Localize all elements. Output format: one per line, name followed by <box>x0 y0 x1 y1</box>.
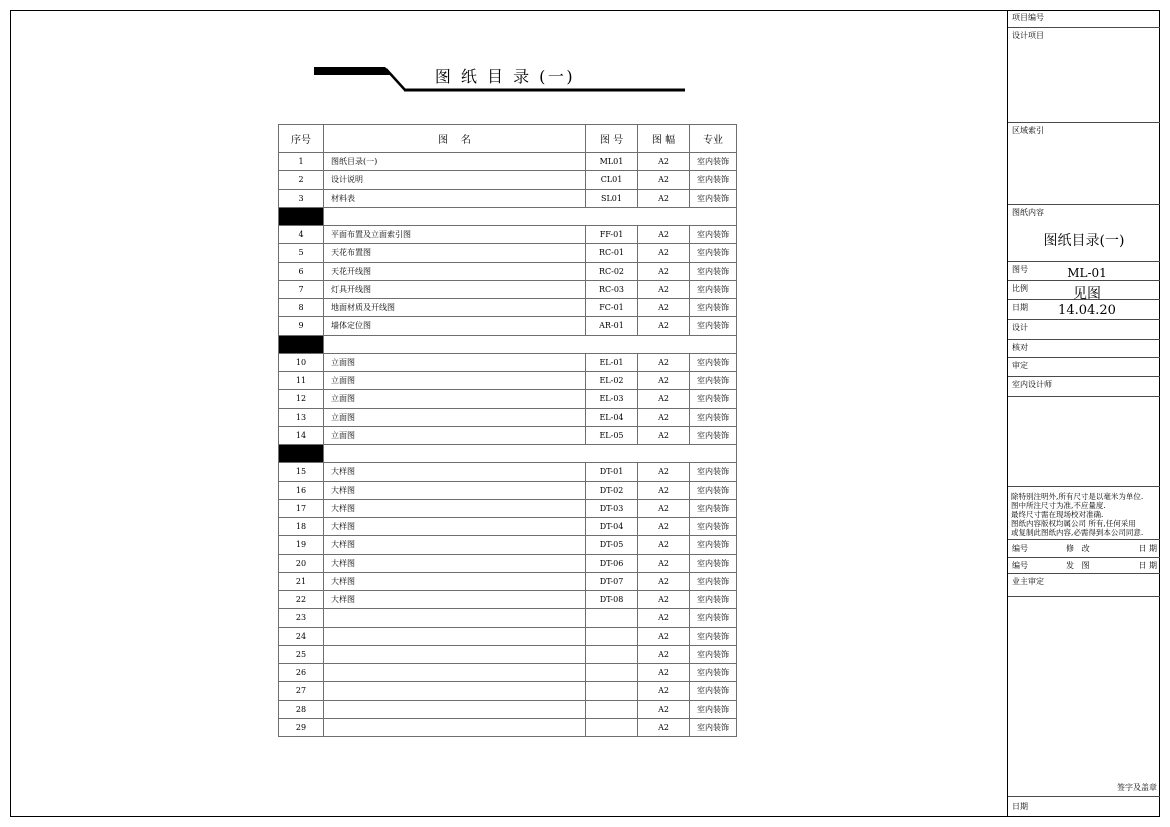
row-number: 28 <box>279 700 324 718</box>
drawing-index-table <box>278 124 737 737</box>
group-separator-row <box>279 445 737 463</box>
table-row <box>279 463 737 481</box>
discipline: 室内装饰 <box>690 554 737 572</box>
drawing-no-value: ML-01 <box>1067 266 1107 280</box>
sheet-size: A2 <box>638 390 690 408</box>
row-number: 6 <box>279 262 324 280</box>
designer-signature-area <box>1008 397 1160 487</box>
table-row <box>279 390 737 408</box>
drawing-name: 大样图 <box>324 481 586 499</box>
discipline: 室内装饰 <box>690 153 737 171</box>
discipline: 室内装饰 <box>690 682 737 700</box>
row-number: 22 <box>279 591 324 609</box>
table-row <box>279 280 737 298</box>
owner-approval-row <box>1008 574 1160 597</box>
design-label: 设计 <box>1012 323 1028 332</box>
heading-bar <box>314 67 393 75</box>
design-row <box>1008 320 1160 340</box>
discipline: 室内装饰 <box>690 499 737 517</box>
heading-diagonal <box>386 69 405 90</box>
discipline: 室内装饰 <box>690 591 737 609</box>
sheet-size: A2 <box>638 153 690 171</box>
sheet-size: A2 <box>638 317 690 335</box>
row-number: 16 <box>279 481 324 499</box>
discipline: 室内装饰 <box>690 664 737 682</box>
row-number: 4 <box>279 226 324 244</box>
table-row <box>279 536 737 554</box>
sheet-size: A2 <box>638 664 690 682</box>
sheet-size: A2 <box>638 189 690 207</box>
drawing-code: EL-01 <box>586 353 638 371</box>
drawing-name: 天花布置图 <box>324 244 586 262</box>
check-label: 核对 <box>1012 343 1028 352</box>
scale-value: 见图 <box>1073 286 1101 302</box>
table-row <box>279 244 737 262</box>
drawing-name: 材料表 <box>324 189 586 207</box>
drawing-code: DT-06 <box>586 554 638 572</box>
row-number: 5 <box>279 244 324 262</box>
bottom-date-label: 日期 <box>1012 802 1028 811</box>
sheet-size: A2 <box>638 226 690 244</box>
sheet-size: A2 <box>638 518 690 536</box>
drawing-code: EL-05 <box>586 426 638 444</box>
table-row <box>279 664 737 682</box>
row-number: 20 <box>279 554 324 572</box>
drawing-name: 图纸目录(一) <box>324 153 586 171</box>
table-row <box>279 718 737 736</box>
drawing-code: DT-02 <box>586 481 638 499</box>
drawing-code: DT-08 <box>586 591 638 609</box>
header-discipline: 专业 <box>690 125 737 153</box>
drawing-name <box>324 609 586 627</box>
row-number: 18 <box>279 518 324 536</box>
content-label: 图纸内容 <box>1012 208 1044 217</box>
row-number: 26 <box>279 664 324 682</box>
sheet-size: A2 <box>638 536 690 554</box>
drawing-name <box>324 627 586 645</box>
drawing-code: ML01 <box>586 153 638 171</box>
separator-block <box>279 335 324 353</box>
table-row <box>279 682 737 700</box>
row-number: 10 <box>279 353 324 371</box>
table-header <box>279 125 737 153</box>
drawing-name: 立面图 <box>324 408 586 426</box>
group-separator-row <box>279 207 737 225</box>
row-number: 24 <box>279 627 324 645</box>
drawing-code: EL-04 <box>586 408 638 426</box>
designer-label: 室内设计师 <box>1012 380 1052 389</box>
drawing-code <box>586 682 638 700</box>
drawing-name <box>324 682 586 700</box>
drawing-name: 立面图 <box>324 426 586 444</box>
discipline: 室内装饰 <box>690 718 737 736</box>
header-no: 序号 <box>279 125 324 153</box>
drawing-name: 立面图 <box>324 353 586 371</box>
drawing-code: DT-03 <box>586 499 638 517</box>
sheet-size: A2 <box>638 718 690 736</box>
table-row <box>279 408 737 426</box>
table-row <box>279 189 737 207</box>
drawing-no-row <box>1008 262 1160 281</box>
check-row <box>1008 340 1160 358</box>
drawing-code: EL-03 <box>586 390 638 408</box>
revision-no-label: 编号 <box>1012 544 1028 553</box>
date-label: 日期 <box>1012 303 1028 312</box>
drawing-name <box>324 645 586 663</box>
separator-blank <box>324 207 737 225</box>
discipline: 室内装饰 <box>690 244 737 262</box>
issue-row <box>1008 558 1160 574</box>
bottom-date-row <box>1008 797 1160 816</box>
table-row <box>279 171 737 189</box>
approve-row <box>1008 358 1160 377</box>
drawing-name: 大样图 <box>324 536 586 554</box>
row-number: 8 <box>279 299 324 317</box>
drawing-name: 大样图 <box>324 554 586 572</box>
table-body <box>279 153 737 737</box>
sheet-size: A2 <box>638 572 690 590</box>
drawing-code: CL01 <box>586 171 638 189</box>
table-row <box>279 317 737 335</box>
table-row <box>279 262 737 280</box>
sheet-size: A2 <box>638 554 690 572</box>
table-row <box>279 518 737 536</box>
row-number: 3 <box>279 189 324 207</box>
header-name: 图 名 <box>324 125 586 153</box>
note-line: 最终尺寸需在现场校对准确. <box>1011 510 1104 519</box>
drawing-code: RC-03 <box>586 280 638 298</box>
discipline: 室内装饰 <box>690 189 737 207</box>
revision-desc-label: 修 改 <box>1066 544 1090 553</box>
sheet-size: A2 <box>638 280 690 298</box>
row-number: 14 <box>279 426 324 444</box>
header-size: 图 幅 <box>638 125 690 153</box>
separator-blank <box>324 335 737 353</box>
revision-date-label: 日 期 <box>1138 544 1157 553</box>
sheet-size: A2 <box>638 244 690 262</box>
area-index-row <box>1008 123 1160 205</box>
drawing-name: 地面材质及开线图 <box>324 299 586 317</box>
sheet-size: A2 <box>638 481 690 499</box>
discipline: 室内装饰 <box>690 609 737 627</box>
drawing-name: 大样图 <box>324 499 586 517</box>
sheet-size: A2 <box>638 645 690 663</box>
issue-desc-label: 发 图 <box>1066 561 1090 570</box>
drawing-code: DT-05 <box>586 536 638 554</box>
discipline: 室内装饰 <box>690 463 737 481</box>
drawing-name: 大样图 <box>324 518 586 536</box>
drawing-code: AR-01 <box>586 317 638 335</box>
note-line: 或复制此图纸内容,必需得到本公司同意. <box>1011 528 1144 537</box>
date-value: 14.04.20 <box>1058 303 1116 318</box>
note-line: 图中所注尺寸为准,不应量度. <box>1011 501 1106 510</box>
issue-no-label: 编号 <box>1012 561 1028 570</box>
drawing-code: DT-07 <box>586 572 638 590</box>
row-number: 21 <box>279 572 324 590</box>
separator-block <box>279 445 324 463</box>
sheet-size: A2 <box>638 262 690 280</box>
drawing-code: RC-02 <box>586 262 638 280</box>
table-row <box>279 426 737 444</box>
table-row <box>279 572 737 590</box>
signature-label: 签字及盖章 <box>1117 783 1157 792</box>
content-value: 图纸目录(一) <box>1043 233 1125 249</box>
discipline: 室内装饰 <box>690 408 737 426</box>
header-code: 图 号 <box>586 125 638 153</box>
group-separator-row <box>279 335 737 353</box>
header-row <box>279 125 737 153</box>
drawing-code: FF-01 <box>586 226 638 244</box>
drawing-name: 墙体定位图 <box>324 317 586 335</box>
separator-blank <box>324 445 737 463</box>
note-line: 图纸内容版权均属公司 所有,任何采用 <box>1011 519 1136 528</box>
design-project-label: 设计项目 <box>1012 31 1044 40</box>
approve-label: 审定 <box>1012 361 1028 370</box>
owner-approval-label: 业主审定 <box>1012 577 1044 586</box>
table-row <box>279 645 737 663</box>
row-number: 23 <box>279 609 324 627</box>
drawing-code <box>586 700 638 718</box>
drawing-name: 大样图 <box>324 463 586 481</box>
designer-row <box>1008 377 1160 397</box>
drawing-name <box>324 700 586 718</box>
table-row <box>279 372 737 390</box>
row-number: 1 <box>279 153 324 171</box>
revision-row <box>1008 540 1160 558</box>
table-row <box>279 609 737 627</box>
drawing-name: 设计说明 <box>324 171 586 189</box>
row-number: 29 <box>279 718 324 736</box>
discipline: 室内装饰 <box>690 353 737 371</box>
row-number: 12 <box>279 390 324 408</box>
drawing-name <box>324 718 586 736</box>
sheet-size: A2 <box>638 353 690 371</box>
drawing-code: DT-01 <box>586 463 638 481</box>
sheet-size: A2 <box>638 682 690 700</box>
row-number: 15 <box>279 463 324 481</box>
discipline: 室内装饰 <box>690 645 737 663</box>
drawing-code: SL01 <box>586 189 638 207</box>
row-number: 2 <box>279 171 324 189</box>
row-number: 17 <box>279 499 324 517</box>
discipline: 室内装饰 <box>690 572 737 590</box>
discipline: 室内装饰 <box>690 299 737 317</box>
sheet-size: A2 <box>638 426 690 444</box>
discipline: 室内装饰 <box>690 317 737 335</box>
drawing-name: 灯具开线图 <box>324 280 586 298</box>
content-row <box>1008 205 1160 262</box>
table-row <box>279 299 737 317</box>
sheet-size: A2 <box>638 499 690 517</box>
discipline: 室内装饰 <box>690 481 737 499</box>
drawing-code <box>586 664 638 682</box>
discipline: 室内装饰 <box>690 280 737 298</box>
row-number: 7 <box>279 280 324 298</box>
drawing-code <box>586 645 638 663</box>
separator-block <box>279 207 324 225</box>
sheet-size: A2 <box>638 299 690 317</box>
date-row <box>1008 300 1160 320</box>
sheet-size: A2 <box>638 627 690 645</box>
discipline: 室内装饰 <box>690 426 737 444</box>
sheet-title: 图 纸 目 录 (一) <box>434 67 576 86</box>
sheet-size: A2 <box>638 408 690 426</box>
project-no-label: 项目编号 <box>1012 13 1044 22</box>
scale-label: 比例 <box>1012 284 1028 293</box>
table-row <box>279 481 737 499</box>
drawing-name: 立面图 <box>324 372 586 390</box>
scale-row <box>1008 281 1160 300</box>
drawing-code: RC-01 <box>586 244 638 262</box>
signature-area <box>1008 597 1160 797</box>
discipline: 室内装饰 <box>690 390 737 408</box>
drawing-code: FC-01 <box>586 299 638 317</box>
drawing-name: 大样图 <box>324 572 586 590</box>
note-line: 除特别注明外,所有尺寸是以毫米为单位. <box>1011 492 1144 501</box>
discipline: 室内装饰 <box>690 262 737 280</box>
project-no-row <box>1008 10 1160 28</box>
table-row <box>279 499 737 517</box>
row-number: 11 <box>279 372 324 390</box>
drawing-name <box>324 664 586 682</box>
sheet-size: A2 <box>638 700 690 718</box>
drawing-name: 天花开线图 <box>324 262 586 280</box>
sheet-size: A2 <box>638 591 690 609</box>
discipline: 室内装饰 <box>690 536 737 554</box>
drawing-name: 大样图 <box>324 591 586 609</box>
discipline: 室内装饰 <box>690 226 737 244</box>
sheet-size: A2 <box>638 609 690 627</box>
issue-date-label: 日 期 <box>1138 561 1157 570</box>
table-row <box>279 591 737 609</box>
drawing-code <box>586 718 638 736</box>
area-index-label: 区域索引 <box>1012 126 1044 135</box>
title-block <box>1007 10 1159 816</box>
drawing-code <box>586 609 638 627</box>
sheet-size: A2 <box>638 372 690 390</box>
table-row <box>279 554 737 572</box>
notes-row <box>1008 487 1160 540</box>
table-row <box>279 226 737 244</box>
drawing-name: 立面图 <box>324 390 586 408</box>
discipline: 室内装饰 <box>690 372 737 390</box>
discipline: 室内装饰 <box>690 700 737 718</box>
discipline: 室内装饰 <box>690 171 737 189</box>
table-row <box>279 353 737 371</box>
row-number: 19 <box>279 536 324 554</box>
row-number: 9 <box>279 317 324 335</box>
sheet-size: A2 <box>638 171 690 189</box>
table-row <box>279 700 737 718</box>
row-number: 25 <box>279 645 324 663</box>
drawing-code: EL-02 <box>586 372 638 390</box>
drawing-code <box>586 627 638 645</box>
drawing-code: DT-04 <box>586 518 638 536</box>
drawing-no-label: 图号 <box>1012 265 1028 274</box>
table-row <box>279 153 737 171</box>
discipline: 室内装饰 <box>690 518 737 536</box>
row-number: 27 <box>279 682 324 700</box>
row-number: 13 <box>279 408 324 426</box>
drawing-name: 平面布置及立面索引图 <box>324 226 586 244</box>
discipline: 室内装饰 <box>690 627 737 645</box>
design-project-row <box>1008 28 1160 123</box>
sheet-size: A2 <box>638 463 690 481</box>
table-row <box>279 627 737 645</box>
